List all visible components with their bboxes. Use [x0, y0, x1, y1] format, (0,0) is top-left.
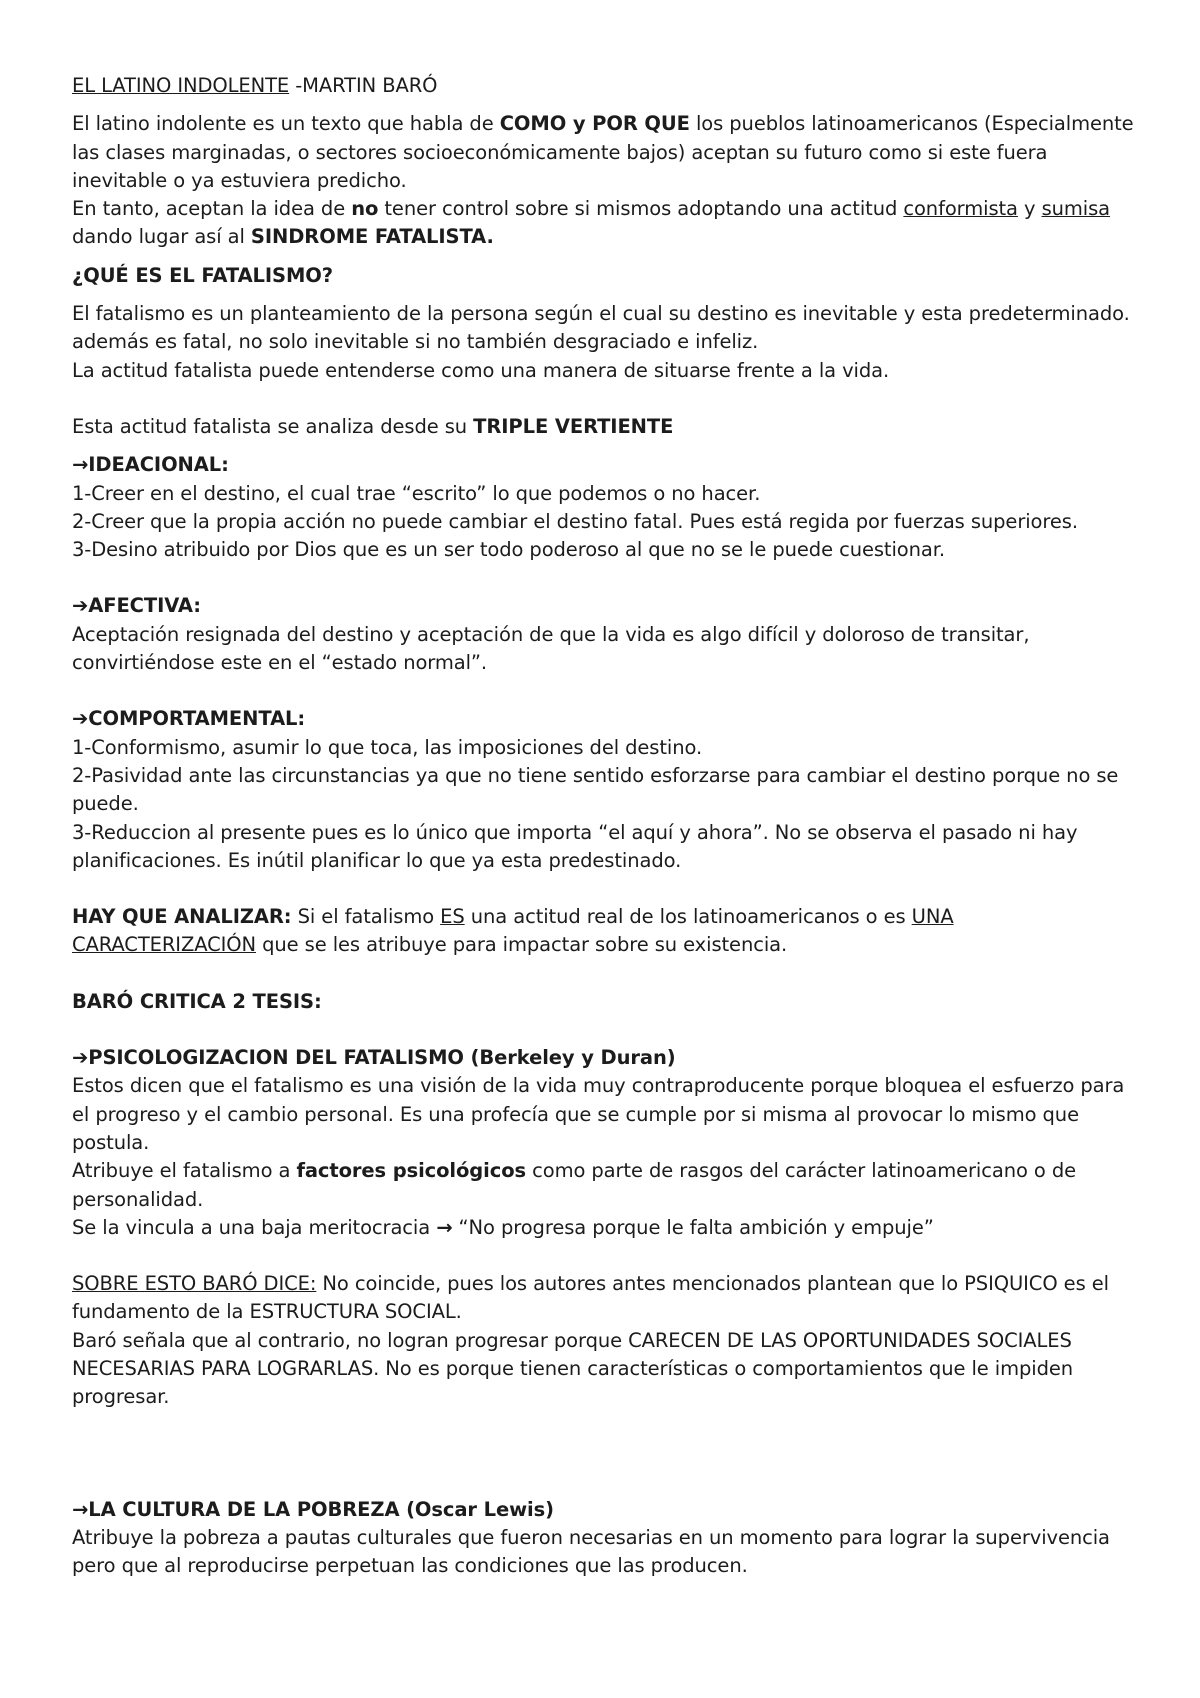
intro-text: los pueblos latinoamericanos (Especialmente las clases marginadas, o sectores socioeconómicamente bajos) aceptan su futuro como si este fuera inevitable o ya estuviera predicho. — [72, 112, 1134, 192]
analizar-text: una actitud real de los latinoamericanos o es — [464, 905, 912, 929]
arrow-right-icon: → — [72, 1497, 89, 1521]
ideacional-heading: IDEACIONAL: — [88, 453, 229, 477]
psicologizacion-paragraph-1: Estos dicen que el fatalismo es una visión de la vida muy contraproducente porque bloquea el esfuerzo para el progreso y el cambio personal. Es una profecía que se cumple por si misma al provocar lo mismo que postula. — [72, 1074, 1125, 1154]
fatalismo-paragraph-3 — [72, 413, 1142, 441]
analizar-underline: ES — [440, 905, 465, 929]
psicologizacion-emphasis: factores psicológicos — [296, 1159, 527, 1183]
psicologizacion-quote: “No progresa porque le falta ambición y empuje” — [452, 1215, 934, 1239]
psicologizacion-paragraph-2 — [72, 1157, 1142, 1214]
psicologizacion-text: Se la vincula a una baja meritocracia — [72, 1215, 437, 1239]
list-item: 3-Desino atribuido por Dios que es un ser todo poderoso al que no se le puede cuestionar. — [72, 538, 945, 562]
analizar-paragraph — [72, 903, 1142, 960]
list-item: 1-Creer en el destino, el cual trae “escrito” lo que podemos o no hacer. — [72, 481, 761, 505]
fatalismo-text: Esta actitud fatalista se analiza desde su — [72, 414, 474, 438]
pobreza-heading: LA CULTURA DE LA POBREZA (Oscar Lewis) — [88, 1497, 554, 1521]
title-author: -MARTIN BARÓ — [289, 74, 438, 97]
analizar-label: HAY QUE ANALIZAR: — [72, 905, 292, 929]
intro-emphasis: SINDROME FATALISTA. — [250, 225, 494, 249]
arrow-right-icon: ➔ — [72, 707, 89, 731]
section-heading-psicologizacion — [72, 1044, 1142, 1072]
fatalismo-paragraph-2: La actitud fatalista puede entenderse como una manera de situarse frente a la vida. — [72, 358, 890, 382]
fatalismo-paragraph-1: El fatalismo es un planteamiento de la persona según el cual su destino es inevitable y esta predeterminado. además es fatal, no solo inevitable si no también desgraciado e infeliz. — [72, 302, 1130, 354]
psicologizacion-heading: PSICOLOGIZACION DEL FATALISMO (Berkeley y Duran) — [88, 1046, 676, 1070]
sobre-text: No coincide, pues los autores antes mencionados plantean que lo PSIQUICO es el fundamento de la ESTRUCTURA SOCIAL. — [72, 1272, 1109, 1324]
comportamental-heading: COMPORTAMENTAL: — [88, 707, 306, 731]
section-heading-pobreza — [72, 1496, 1142, 1524]
intro-emphasis: COMO y POR QUE — [499, 112, 690, 136]
intro-paragraph-2 — [72, 195, 1142, 252]
arrow-right-icon: → — [436, 1215, 453, 1239]
title-main: EL LATINO INDOLENTE — [72, 74, 290, 97]
section-heading-fatalismo — [72, 262, 1142, 290]
section-heading-comportamental — [72, 705, 1142, 733]
psicologizacion-text: como parte de rasgos del carácter latinoamericano o de personalidad. — [72, 1159, 1077, 1211]
psicologizacion-text: Atribuye el fatalismo a — [72, 1159, 297, 1183]
pobreza-paragraph: Atribuye la pobreza a pautas culturales que fueron necesarias en un momento para lograr la supervivencia pero que al reproducirse perpetuan las condiciones que las producen. — [72, 1525, 1110, 1578]
psicologizacion-paragraph-3 — [72, 1214, 1142, 1242]
afectiva-paragraph: Aceptación resignada del destino y aceptación de que la vida es algo difícil y doloroso de transitar, convirtiéndose este en el “estado normal”. — [72, 622, 1030, 675]
list-item: 2-Creer que la propia acción no puede cambiar el destino fatal. Pues está regida por fuerzas superiores. — [72, 509, 1078, 533]
fatalismo-emphasis: TRIPLE VERTIENTE — [473, 414, 674, 438]
analizar-text: que se les atribuye para impactar sobre su existencia. — [256, 933, 788, 957]
analizar-underline: UNA CARACTERIZACIÓN — [72, 905, 954, 957]
intro-text: En tanto, aceptan la idea de — [72, 197, 352, 221]
document-title — [72, 72, 1142, 100]
sobre-paragraph-2: Baró señala que al contrario, no logran progresar porque CARECEN DE LAS OPORTUNIDADES SOCIALES NECESARIAS PARA LOGRARLAS. No es porque tienen características o comportamientos que le impiden progresar. — [72, 1328, 1074, 1409]
intro-text: El latino indolente es un texto que habla de — [72, 112, 500, 136]
afectiva-heading: AFECTIVA: — [88, 594, 201, 618]
document-body — [72, 72, 1142, 1580]
intro-underline: sumisa — [1041, 197, 1111, 221]
intro-text: dando lugar así al — [72, 225, 251, 249]
intro-underline: conformista — [903, 197, 1018, 221]
intro-emphasis: no — [351, 197, 379, 221]
sobre-paragraph-1 — [72, 1270, 1142, 1327]
section-heading-afectiva — [72, 592, 1142, 620]
section-heading-critica — [72, 988, 1142, 1016]
sobre-label: SOBRE ESTO BARÓ DICE: — [72, 1272, 317, 1296]
analizar-text: Si el fatalismo — [291, 905, 441, 929]
intro-text: y — [1017, 197, 1042, 221]
critica-heading: BARÓ CRITICA 2 TESIS: — [72, 989, 322, 1013]
intro-paragraph-1 — [72, 110, 1142, 195]
list-item: 3-Reduccion al presente pues es lo único que importa “el aquí y ahora”. No se observa el pasado ni hay planificaciones. Es inútil planificar lo que ya esta predestinado. — [72, 820, 1078, 872]
section-heading-ideacional — [72, 451, 1142, 479]
arrow-right-icon: ➔ — [72, 1046, 89, 1070]
arrow-right-icon: ➔ — [72, 594, 89, 618]
intro-text: tener control sobre si mismos adoptando una actitud — [378, 197, 904, 221]
fatalismo-heading: ¿QUÉ ES EL FATALISMO? — [72, 263, 333, 287]
list-item: 1-Conformismo, asumir lo que toca, las imposiciones del destino. — [72, 735, 703, 759]
arrow-right-icon: → — [72, 453, 89, 477]
list-item: 2-Pasividad ante las circunstancias ya que no tiene sentido esforzarse para cambiar el destino porque no se puede. — [72, 763, 1119, 816]
